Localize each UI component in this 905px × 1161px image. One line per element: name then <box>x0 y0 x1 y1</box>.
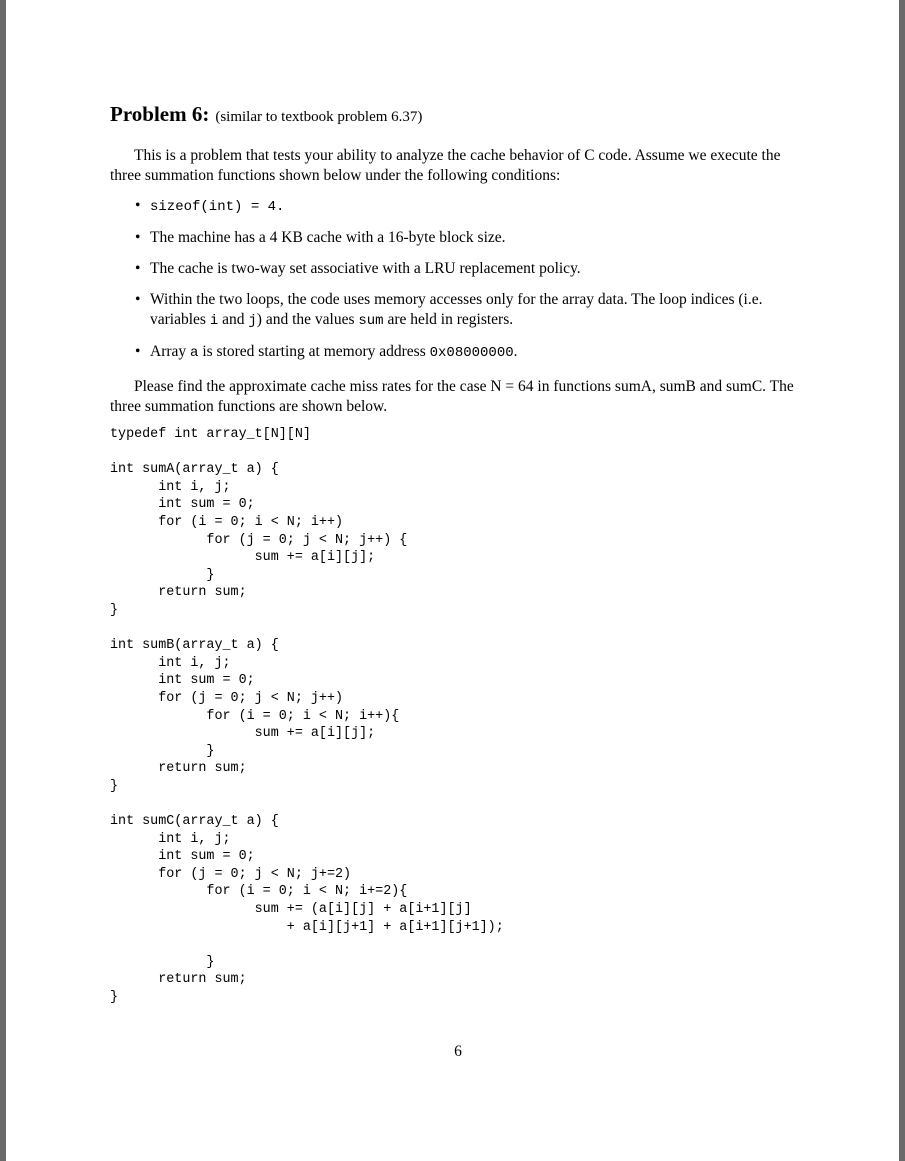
question-text: Please find the approximate cache miss rates for the case N = 64 in functions sumA, sumB and sumC. The three summation functions are shown below. <box>110 378 794 415</box>
condition-array-address: Array a is stored starting at memory address 0x08000000. <box>150 343 518 361</box>
question-paragraph <box>110 377 810 417</box>
bullet-icon: • <box>135 197 141 214</box>
condition-item <box>110 290 810 331</box>
bullet-icon: • <box>135 343 141 360</box>
page-number: 6 <box>454 1043 462 1060</box>
condition-registers: Within the two loops, the code uses memory accesses only for the array data. The loop indices (i.e. variables i and j) and the values sum are held in registers. <box>150 291 763 329</box>
bullet-icon: • <box>135 229 141 246</box>
bullet-icon: • <box>135 291 141 308</box>
problem-heading <box>110 102 422 127</box>
condition-cache-size: The machine has a 4 KB cache with a 16-byte block size. <box>150 229 506 246</box>
condition-item <box>110 228 810 248</box>
condition-item <box>110 196 810 217</box>
condition-sizeof: sizeof(int) = 4. <box>150 199 285 215</box>
condition-item <box>110 342 810 363</box>
intro-paragraph <box>110 146 810 186</box>
condition-associativity: The cache is two-way set associative with a LRU replacement policy. <box>150 260 581 277</box>
intro-text: This is a problem that tests your ability to analyze the cache behavior of C code. Assume we execute the three summation functions shown below under the following conditions: <box>110 147 781 184</box>
conditions-list <box>110 196 810 374</box>
problem-subtitle: (similar to textbook problem 6.37) <box>215 109 423 125</box>
document-page <box>6 0 899 1161</box>
bullet-icon: • <box>135 260 141 277</box>
condition-item <box>110 259 810 279</box>
problem-title: Problem 6: <box>110 102 210 126</box>
code-listing: typedef int array_t[N][N] int sumA(array_t a) { int i, j; int sum = 0; for (i = 0; i < N; i++) for (j = 0; j < N; j++) { sum += a[i][j]; } return sum; } int sumB(array_t a) { int i, j; int sum = 0; for (j = 0; j < N; j++) for (i = 0; i < N; i++){ sum += a[i][j]; } return sum; } int sumC(array_t a) { int i, j; int sum = 0; for (j = 0; j < N; j+=2) for (i = 0; i < N; i+=2){ sum += (a[i][j] + a[i+1][j] + a[i][j+1] + a[i+1][j+1]); } return sum; } <box>110 427 504 1005</box>
